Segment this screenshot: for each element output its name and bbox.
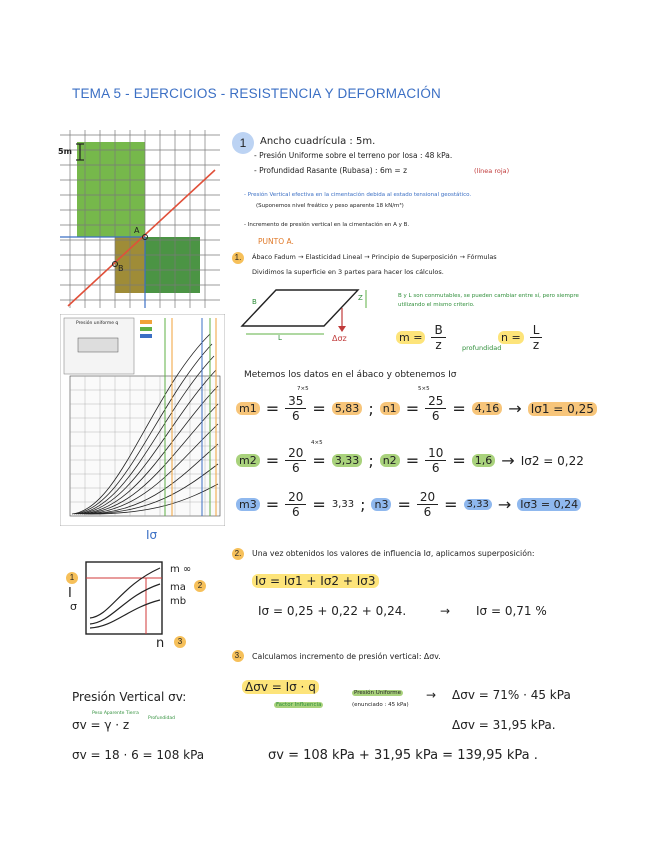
n-frac-num: L: [530, 323, 543, 338]
peso-label: Peso Aparente Tierra: [92, 711, 139, 716]
m1-label: m1: [236, 402, 260, 415]
m2-val: 3,33: [332, 454, 363, 467]
abaco-text: Ábaco Fadum → Elasticidad Lineal → Principio de Superposición → Fórmulas: [252, 253, 497, 261]
presion-uniforme-label: Presión Uniforme: [354, 690, 401, 696]
n3-val: 3,33: [464, 499, 492, 510]
presion-vertical-text: - Presión Vertical efectiva en la cimentación debida al estado tensional geostático.: [244, 192, 472, 198]
n2-val: 1,6: [472, 454, 496, 467]
profundidad-text: - Profundidad Rasante (Rubasa) : 6m = z: [254, 166, 408, 175]
suma-formula: Iσ = Iσ1 + Iσ2 + Iσ3: [252, 574, 379, 588]
n1-sup: 5×5: [418, 386, 430, 392]
n1-frac: [425, 394, 446, 423]
factor-label: Factor Influencia: [276, 702, 322, 708]
dim-z-label: Z: [358, 294, 363, 302]
area-sketch-svg: [232, 284, 372, 348]
m-frac-num: B: [431, 323, 445, 338]
m3-den: 6: [291, 505, 300, 519]
m3-frac: [285, 490, 306, 519]
n2-den: 6: [431, 461, 440, 475]
m2-frac: [285, 446, 306, 475]
delta-sigma-z: Δσz: [332, 334, 347, 343]
i2-result: Iσ2 = 0,22: [520, 453, 584, 468]
sketch-n-label: n: [156, 636, 165, 651]
n3-frac: [417, 490, 438, 519]
note-bl: B y L son conmutables, se pueden cambiar entre sí, pero siempre utilizando el mismo criterio.: [398, 293, 579, 308]
fadum-chart: [60, 314, 225, 526]
suma-arrow: →: [440, 604, 451, 618]
m2-num: 20: [285, 446, 306, 461]
n1-num: 25: [425, 394, 446, 409]
influence-sketch: [60, 556, 220, 651]
delta-result: Δσv = 31,95 kPa.: [452, 718, 556, 732]
step-a-badge: 1.: [232, 252, 244, 264]
m-frac-den: z: [435, 338, 442, 352]
grid-figure: [60, 130, 220, 308]
step3-badge: 3.: [232, 650, 244, 662]
sketch-badge-3: 3: [174, 636, 186, 648]
area-sketch: [232, 284, 372, 348]
n2-label: n2: [380, 454, 400, 467]
i1-result: Iσ1 = 0,25: [528, 402, 597, 416]
influence-sketch-svg: [60, 556, 220, 648]
presion-uniforme-label-2: (enunciado : 45 kPa): [352, 702, 409, 708]
sketch-i-label: I: [68, 586, 72, 601]
m2-den: 6: [291, 461, 300, 475]
dividimos-text: Dividimos la superficie en 3 partes para hacer los cálculos.: [252, 268, 444, 276]
suma-values: Iσ = 0,25 + 0,22 + 0,24.: [258, 604, 407, 618]
m1-val: 5,83: [332, 402, 363, 415]
grid-plan-svg: [60, 130, 220, 308]
sketch-m-b: mb: [170, 596, 187, 607]
m3-val: 3,33: [331, 499, 355, 510]
i3-result: Iσ3 = 0,24: [517, 498, 581, 511]
presion-vertical-text-2: (Suponemos nivel freático y peso aparente 18 kN/m³): [256, 203, 404, 209]
row-2: m2 = $\frac{20}{6}$ = 3,33 ; n2 = $\frac{10}{6}$ = 1,6 → Iσ2 = 0,22: [236, 446, 584, 475]
m3-label: m3: [236, 498, 260, 511]
n-frac: [530, 323, 543, 352]
dim-l-label: L: [278, 334, 282, 342]
presion-text: - Presión Uniforme sobre el terreno por losa : 48 kPa.: [254, 151, 453, 160]
una-vez-text: Una vez obtenidos los valores de influencia Iσ, aplicamos superposición:: [252, 549, 535, 558]
pv-calc: σv = 18 · 6 = 108 kPa: [72, 748, 205, 762]
n3-num: 20: [417, 490, 438, 505]
prof-label: Profundidad: [148, 716, 176, 721]
pv-formula: σv = γ · z: [72, 718, 130, 732]
sketch-m-inf: m ∞: [170, 564, 192, 575]
m3-num: 20: [285, 490, 306, 505]
point-a-label: A: [134, 226, 140, 235]
sketch-badge-1: 1: [66, 572, 78, 584]
suma-result: Iσ = 0,71 %: [476, 604, 547, 618]
sketch-sigma-label: σ: [70, 600, 77, 613]
incremento-text: - Incremento de presión vertical en la cimentación en A y B.: [244, 222, 410, 228]
m2-label: m2: [236, 454, 260, 467]
m-formula: [396, 323, 446, 352]
n1-den: 6: [431, 409, 440, 423]
n2-frac: [425, 446, 446, 475]
m1-num: 35: [285, 394, 306, 409]
m2-sup: 4×5: [311, 440, 323, 446]
calculamos-text: Calculamos incremento de presión vertical: Δσv.: [252, 652, 441, 661]
scale-label: 5m: [58, 147, 72, 156]
sketch-badge-2: 2: [194, 580, 206, 592]
row-3: m3 = $\frac{20}{6}$ = 3,33 ; n3 = $\frac{20}{6}$ = 3,33 → Iσ3 = 0,24: [236, 490, 581, 519]
delta-calc: Δσv = 71% · 45 kPa: [452, 688, 571, 702]
m1-frac: [285, 394, 306, 423]
n1-label: n1: [380, 402, 400, 415]
n1-val: 4,16: [472, 402, 503, 415]
n-formula: [498, 323, 542, 352]
linea-roja-text: (línea roja): [474, 167, 510, 175]
step2-badge: 2.: [232, 548, 244, 560]
m-eq-label: m =: [396, 331, 425, 344]
n2-num: 10: [425, 446, 446, 461]
sketch-m-a: ma: [170, 582, 186, 593]
m1-den: 6: [291, 409, 300, 423]
row-1: m1 = $\frac{35}{6}$ = 5,83 ; n1 = $\frac{25}{6}$ = 4,16 → Iσ1 = 0,25: [236, 394, 597, 423]
n3-den: 6: [423, 505, 432, 519]
m-frac: [431, 323, 445, 352]
delta-formula: Δσv = Iσ · q: [242, 680, 319, 694]
punto-a-heading: PUNTO A.: [258, 237, 294, 246]
ancho-text: Ancho cuadrícula : 5m.: [260, 136, 376, 147]
total-result: σv = 108 kPa + 31,95 kPa = 139,95 kPa .: [268, 748, 538, 763]
pv-title: Presión Vertical σv:: [72, 690, 187, 704]
dim-b-label: B: [252, 298, 257, 306]
page-title: TEMA 5 - EJERCICIOS - RESISTENCIA Y DEFORMACIÓN: [72, 86, 441, 101]
n-frac-den: z: [532, 338, 540, 352]
n-eq-label: n =: [498, 331, 524, 344]
m1-sup: 7×5: [297, 386, 309, 392]
step1-badge: 1: [232, 132, 254, 154]
profundidad-label: profundidad: [462, 344, 502, 352]
metemos-text: Metemos los datos en el ábaco y obtenemos Iσ: [244, 370, 457, 380]
chart-x-label: Iσ: [146, 528, 158, 542]
n3-label: n3: [371, 498, 391, 511]
point-b-label: B: [118, 264, 124, 273]
chart-header: Presión uniforme q: [76, 321, 119, 326]
delta-arrow: →: [426, 688, 437, 702]
fadum-chart-svg: [60, 314, 225, 526]
